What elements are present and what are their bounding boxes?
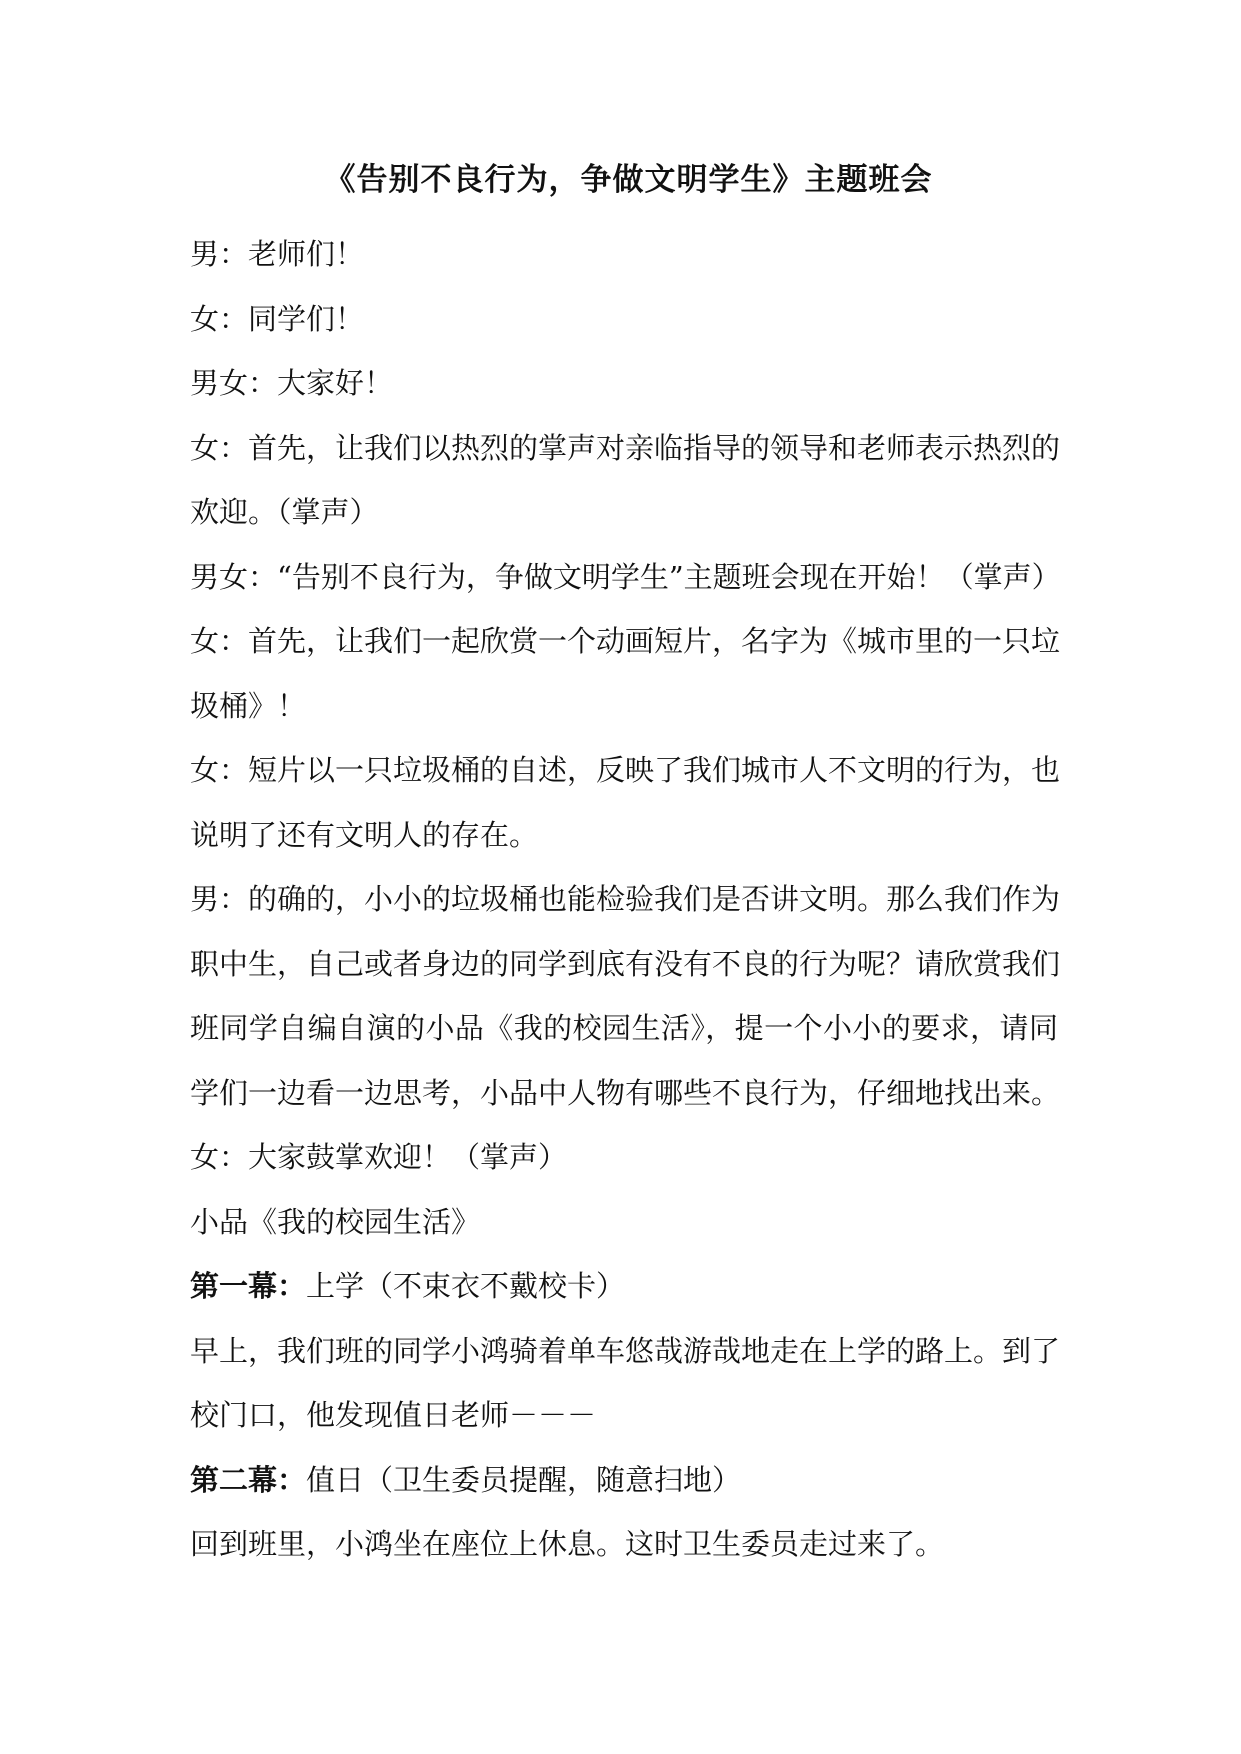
dialogue-line: 欢迎。（掌声）: [190, 495, 379, 529]
dialogue-line: 男：老师们！: [190, 237, 365, 271]
dialogue-line: 女：短片以一只垃圾桶的自述，反映了我们城市人不文明的行为，也: [190, 753, 1061, 787]
act-label: 第二幕：: [190, 1462, 307, 1497]
dialogue-line: 男女：大家好！: [190, 366, 394, 400]
paragraph-line: 回到班里，小鸿坐在座位上休息。这时卫生委员走过来了。: [190, 1527, 945, 1561]
dialogue-line: 女：大家鼓掌欢迎！（掌声）: [190, 1140, 568, 1174]
dialogue-line: 职中生，自己或者身边的同学到底有没有不良的行为呢？请欣赏我们: [190, 946, 1061, 981]
dialogue-line: 女：首先，让我们一起欣赏一个动画短片，名字为《城市里的一只垃: [190, 624, 1061, 658]
paragraph-line: 早上，我们班的同学小鸿骑着单车悠哉游哉地走在上学的路上。到了: [190, 1333, 1061, 1368]
act-heading-1: [190, 1254, 1058, 1319]
paragraph-line: 校门口，他发现值日老师－－－: [190, 1398, 597, 1432]
act-heading-2: [190, 1448, 1058, 1513]
dialogue-line: 女：首先，让我们以热烈的掌声对亲临指导的领导和老师表示热烈的: [190, 430, 1061, 465]
act-text: 上学（不束衣不戴校卡）: [306, 1269, 626, 1303]
dialogue-line: 班同学自编自演的小品《我的校园生活》，提一个小小的要求，请同: [190, 1011, 1058, 1045]
dialogue-line: 说明了还有文明人的存在。: [190, 817, 539, 852]
act-label: 第一幕：: [190, 1269, 307, 1303]
act-text: 值日（卫生委员提醒，随意扫地）: [306, 1462, 742, 1497]
dialogue-line: 女：同学们！: [190, 301, 365, 336]
dialogue-line: 学们一边看一边思考，小品中人物有哪些不良行为，仔细地找出来。: [190, 1075, 1061, 1110]
dialogue-line: 圾桶》！: [190, 688, 307, 723]
dialogue-line: 男：的确的，小小的垃圾桶也能检验我们是否讲文明。那么我们作为: [190, 882, 1061, 916]
document-body: [190, 222, 1061, 1577]
document-title: 《告别不良行为，争做文明学生》主题班会: [324, 162, 933, 198]
skit-title-line: 小品《我的校园生活》: [190, 1204, 481, 1239]
dialogue-line: 男女：“告别不良行为，争做文明学生”主题班会现在开始！（掌声）: [190, 559, 1061, 594]
